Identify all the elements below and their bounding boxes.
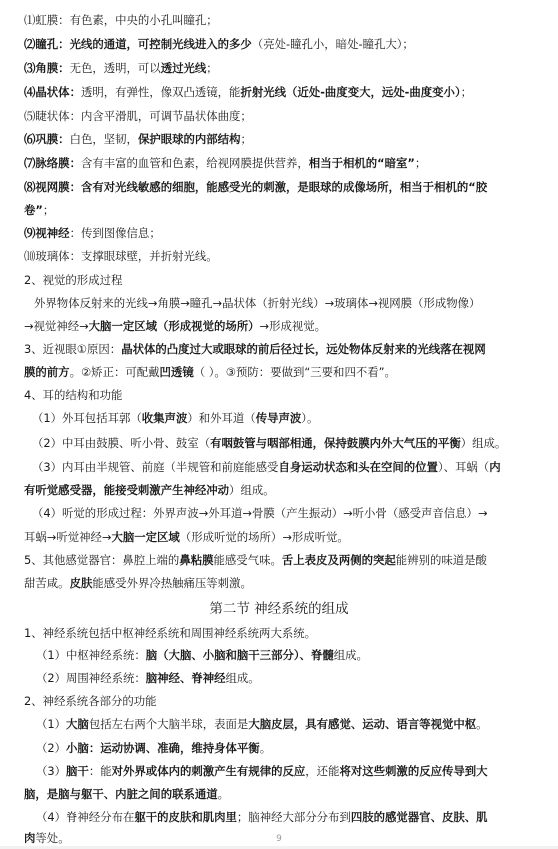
section2-line — [24, 787, 229, 801]
section1-line — [24, 37, 414, 51]
bold-text: 有咽鼓管与咽部相通，保持鼓膜内外大气压的平衡 — [210, 436, 461, 450]
section1-line — [24, 273, 122, 287]
bold-text: 卷” — [24, 203, 43, 217]
section1-line — [24, 483, 275, 497]
text: ； — [460, 85, 473, 99]
text: （4）脊神经分布在 — [36, 810, 135, 824]
text: （2）周围神经系统： — [36, 671, 146, 685]
text: ：传到图像信息； — [69, 226, 161, 240]
section1-line — [24, 388, 122, 402]
bold-text: ⑻视网膜：含有对光线敏感的细胞，能感受光的刺激，是眼球的成像场所，相当于相机的“胶 — [24, 180, 488, 194]
bold-text: 内 — [489, 460, 501, 474]
text: 组成。 — [225, 671, 260, 685]
bold-text: 晶状体的凸度过大或眼球的前后径过长，远处物体反射来的光线落在视网 — [121, 342, 486, 356]
section1-line — [24, 180, 487, 194]
text: 耳蜗→听觉神经→ — [24, 530, 112, 544]
text: 4、耳的结构和功能 — [24, 388, 123, 402]
text: ⑸睫状体：内含平滑肌，可调节晶状体曲度； — [24, 109, 252, 123]
text: ）、耳蜗（ — [437, 460, 490, 474]
text: ； — [206, 61, 218, 75]
section2-line — [36, 741, 271, 755]
text: （形成听觉的场所）→形成听觉。 — [179, 530, 349, 544]
text: ⑴虹膜：有色素，中央的小孔叫瞳孔； — [24, 13, 218, 27]
section1-line — [24, 553, 487, 567]
text: ； — [42, 203, 55, 217]
bold-text: 肉 — [24, 831, 36, 845]
text: 透明，有弹性，像双凸透镜，能 — [80, 85, 241, 99]
section1-line — [34, 296, 480, 310]
bold-text: ⑹巩膜： — [24, 132, 70, 146]
text: （2）中耳由鼓膜、听小骨、鼓室（ — [32, 436, 211, 450]
text: ：能 — [88, 764, 112, 778]
section-heading: 第二节 神经系统的组成 — [209, 601, 349, 617]
text: ⑽玻璃体：支撑眼球壁，并折射光线。 — [24, 249, 218, 263]
bold-text: 大脑皮层，具有感觉、运动、语言等视觉中枢 — [248, 717, 477, 731]
bold-text: 躯干的皮肤和肌肉里 — [134, 810, 237, 824]
text: 3、近视眼①原因： — [24, 342, 122, 356]
bold-text: 传导声波 — [255, 411, 302, 425]
section1-line — [24, 342, 486, 356]
section2-line — [36, 810, 488, 824]
page-number: 9 — [276, 834, 282, 844]
text: （2） — [36, 741, 67, 755]
text: 1、神经系统包括中枢神经系统和周围神经系统两大系统。 — [24, 626, 317, 640]
section1-line — [24, 109, 252, 123]
text: 甜苦咸。 — [24, 576, 70, 590]
bold-text: 膜的前方 — [24, 365, 70, 379]
bold-text: 将对这些刺激的反应传导到大 — [339, 764, 488, 778]
section1-line — [24, 132, 252, 146]
text: 组成。 — [333, 648, 368, 662]
text: ）和外耳道（ — [187, 411, 256, 425]
text: 能感受气味。 — [213, 553, 282, 567]
section1-line — [32, 460, 501, 474]
section1-line — [32, 411, 318, 425]
bold-text: 透过光线 — [160, 61, 207, 75]
bold-text: 大脑一定区域（形成视觉的场所） — [88, 319, 260, 333]
text: →形成视觉。 — [259, 319, 327, 333]
bold-text: 四肢的感觉器官、皮肤、肌 — [350, 810, 488, 824]
bold-text: ⑵瞳孔：光线的通道，可控制光线进入的多少 — [24, 37, 252, 51]
bold-text: 脑干 — [66, 764, 89, 778]
bold-text: 保护眼球的内部结构 — [137, 132, 241, 146]
section1-line — [24, 576, 252, 590]
bold-text: 皮肤 — [69, 576, 93, 590]
section2-line — [36, 648, 368, 662]
bold-text: 脑（大脑、小脑和脑干三部分）、脊髓 — [145, 648, 334, 662]
text: ； — [414, 156, 427, 170]
text: （4）听觉的形成过程：外界声波→外耳道→骨膜（产生振动）→听小骨（感受声音信息）→ — [32, 506, 488, 520]
bold-text: 收集声波 — [141, 411, 188, 425]
text: ）。 — [301, 411, 319, 425]
text: ）组成。 — [229, 483, 275, 497]
text: （ ）。③预防：要做到“三要和四不看”。 — [193, 365, 396, 379]
section1-line — [24, 13, 218, 27]
text: （3）内耳由半规管、前庭（半规管和前庭能感受 — [32, 460, 279, 474]
section1-line — [32, 436, 506, 450]
text: （1）中枢神经系统： — [36, 648, 146, 662]
text: 能感受外界冷热触痛压等刺激。 — [92, 576, 252, 590]
section1-line — [32, 506, 488, 520]
bold-text: 大脑 — [66, 717, 89, 731]
section2-line — [24, 694, 157, 708]
text: （3） — [36, 764, 67, 778]
text: 等处。 — [35, 831, 70, 845]
bold-text: 脑，是脑与躯干、内脏之间的联系通道 — [24, 787, 218, 801]
text: 。②矫正：可配戴 — [69, 365, 160, 379]
bold-text: 舌上表皮及两侧的突起 — [281, 553, 396, 567]
section1-line — [24, 365, 396, 379]
text: 能辨别的味道是酸 — [395, 553, 487, 567]
text: 包括左右两个大脑半球，表面是 — [88, 717, 249, 731]
section2-line — [24, 626, 316, 640]
text: 。 — [259, 741, 272, 755]
bold-text: 脑神经、脊神经 — [145, 671, 226, 685]
text: （亮处-瞳孔小，暗处-瞳孔大）； — [251, 37, 414, 51]
text: 5、其他感觉器官：鼻腔上端的 — [24, 553, 180, 567]
text: 2、神经系统各部分的功能 — [24, 694, 157, 708]
text: ； — [240, 132, 252, 146]
section1-line — [24, 249, 218, 263]
text: 2、视觉的形成过程 — [24, 273, 123, 287]
bold-text: ⑷晶状体： — [24, 85, 81, 99]
section2-line — [36, 717, 488, 731]
bold-text: 凹透镜 — [159, 365, 194, 379]
section1-line — [24, 203, 54, 217]
text: ；脑神经大部分分布到 — [236, 810, 351, 824]
text: （1）外耳包括耳郭（ — [32, 411, 142, 425]
text: →视觉神经→ — [24, 319, 89, 333]
text: ，还能 — [305, 764, 340, 778]
text: 含有丰富的血管和色素，给视网膜提供营养， — [80, 156, 309, 170]
text: 无色，透明，可以 — [69, 61, 161, 75]
bold-text: 相当于相机的“暗室” — [308, 156, 415, 170]
section1-line — [24, 319, 326, 333]
section1-line — [24, 61, 218, 75]
section2-line — [36, 671, 260, 685]
text: 。 — [217, 787, 230, 801]
section1-line — [24, 156, 426, 170]
bold-text: 鼻粘膜 — [179, 553, 214, 567]
section2-line — [36, 764, 488, 778]
bold-text: ⑼视神经 — [24, 226, 70, 240]
section1-line — [24, 226, 161, 240]
text: 外界物体反射来的光线→角膜→瞳孔→晶状体（折射光线）→玻璃体→视网膜（形成物像） — [34, 296, 481, 310]
section1-line — [24, 530, 349, 544]
bold-text: 有听觉感受器，能接受刺激产生神经冲动 — [24, 483, 230, 497]
bold-text: 大脑一定区域 — [111, 530, 180, 544]
bold-text: 自身运动状态和头在空间的位置 — [278, 460, 438, 474]
bold-text: ⑺脉络膜： — [24, 156, 81, 170]
bold-text: 对外界或体内的刺激产生有规律的反应 — [111, 764, 306, 778]
text: （1） — [36, 717, 67, 731]
bold-text: 小脑：运动协调、准确，维持身体平衡 — [66, 741, 260, 755]
text: 白色，坚韧， — [69, 132, 138, 146]
bold-text: ⑶角膜： — [24, 61, 70, 75]
text: 。 — [476, 717, 488, 731]
bold-text: 折射光线（近处-曲度变大，远处-曲度变小） — [240, 85, 461, 99]
text: ）组成。 — [460, 436, 507, 450]
section1-line — [24, 85, 472, 99]
